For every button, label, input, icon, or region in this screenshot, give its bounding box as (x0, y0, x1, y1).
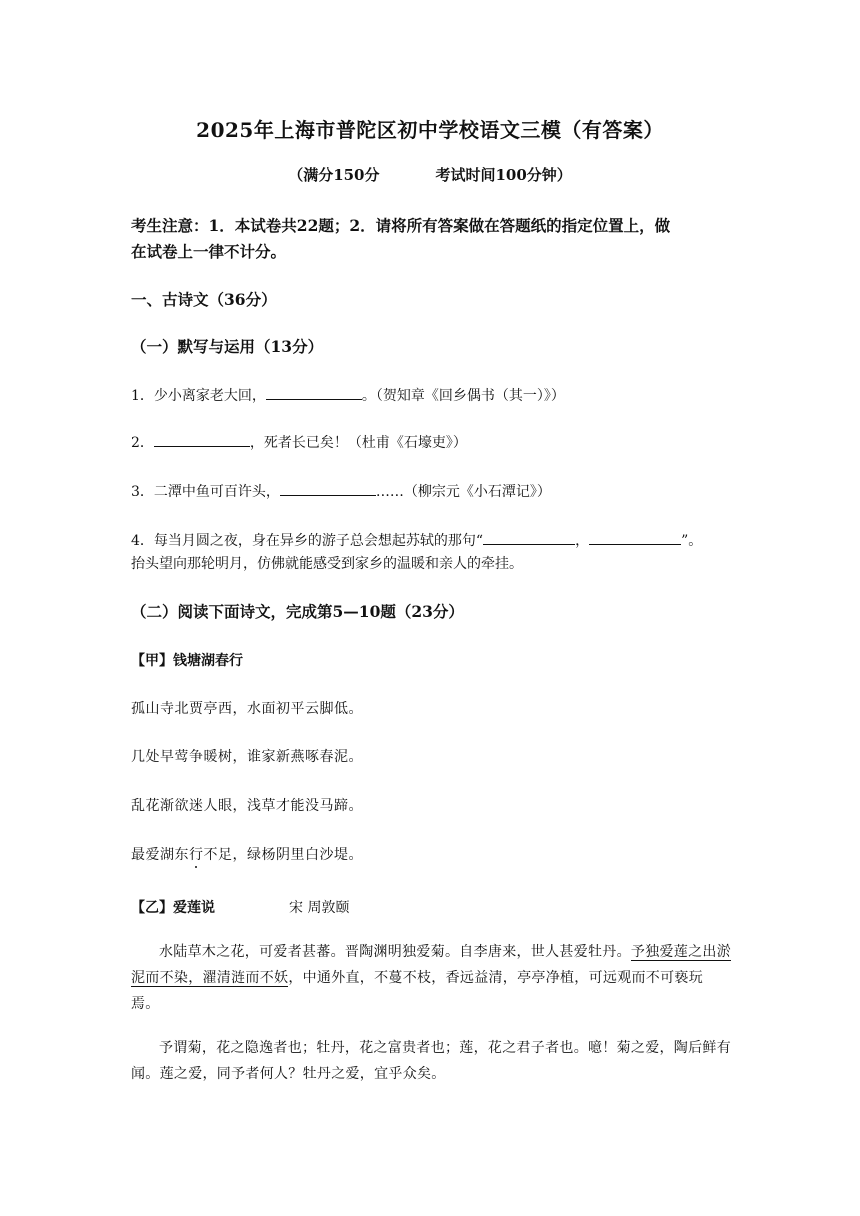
q2-number: 2． (131, 435, 154, 451)
question-1 (131, 385, 565, 405)
para1-text-b: ，中通外直，不蔓不枝，香远益清，亭亭净植，可远观而不可亵玩焉。 (131, 970, 704, 1012)
essay-yi-heading (131, 897, 349, 917)
q4-comma: ， (575, 533, 590, 549)
question-2 (131, 432, 467, 452)
emphasis-dot-char: 行 (189, 847, 204, 863)
essay-yi-author: 宋 周敦颐 (289, 900, 350, 916)
q2-source: ，死者长已矣！（杜甫《石壕吏》） (249, 435, 467, 451)
exam-info (0, 164, 860, 185)
q3-answer-blank[interactable] (280, 481, 376, 496)
para1-text-a: 水陆草木之花，可爱者甚蕃。晋陶渊明独爱菊。自李唐来，世人甚爱牡丹。 (159, 944, 631, 960)
poem-line-4-part-a: 最爱湖东 (131, 847, 189, 863)
q4-answer-blank-2[interactable] (589, 530, 681, 545)
poem-line: 几处早莺争暖树，谁家新燕啄春泥。 (131, 749, 363, 765)
underlined-sentence: 予独爱莲之出淤泥而不染，濯清涟而不妖 (131, 944, 732, 986)
poem-line: 乱花渐欲迷人眼，浅草才能没马蹄。 (131, 798, 363, 814)
essay-yi-title: 【乙】爱莲说 (131, 900, 215, 916)
q2-answer-blank[interactable] (154, 432, 250, 447)
poem-line: 孤山寺北贾亭西，水面初平云脚低。 (131, 701, 363, 717)
q4-text: 4．每当月圆之夜，身在异乡的游子总会想起苏轼的那句“ (131, 533, 484, 549)
poem-line-4-part-b: 不足，绿杨阴里白沙堤。 (203, 847, 363, 863)
notice-line-2: 在试卷上一律不计分。 (131, 242, 287, 261)
question-4-line-1 (131, 530, 702, 550)
page-title: 2025年上海市普陀区初中学校语文三模（有答案） (196, 118, 664, 142)
part-heading-2: （二）阅读下面诗文，完成第5—10题（23分） (131, 602, 464, 621)
q4-close: ”。 (681, 533, 703, 549)
q1-answer-blank[interactable] (266, 385, 362, 400)
essay-paragraph-2: 予谓菊，花之隐逸者也；牡丹，花之富贵者也；莲，花之君子者也。噫！菊之爱，陶后鲜有闻。莲之爱，同予者何人？牡丹之爱，宜乎众矣。 (131, 1040, 731, 1082)
notice-line-1: 考生注意：1．本试卷共22题；2．请将所有答案做在答题纸的指定位置上，做 (131, 216, 671, 235)
exam-time: 考试时间100分钟） (435, 166, 572, 184)
q4-answer-blank-1[interactable] (483, 530, 575, 545)
full-score: （满分150分 (288, 166, 380, 184)
question-4-line-2: 抬头望向那轮明月，仿佛就能感受到家乡的温暖和亲人的牵挂。 (131, 556, 523, 572)
part-heading-1: （一）默写与运用（13分） (131, 337, 324, 356)
q1-source: 。（贺知章《回乡偶书（其一）》） (361, 388, 565, 404)
section-heading-1: 一、古诗文（36分） (131, 290, 277, 309)
q1-text: 1．少小离家老大回， (131, 388, 266, 404)
essay-paragraph-1 (131, 939, 731, 1017)
poem-jia-heading: 【甲】钱塘湖春行 (131, 653, 243, 669)
q3-source: ……（柳宗元《小石潭记》） (375, 484, 551, 500)
q3-text: 3．二潭中鱼可百许头， (131, 484, 280, 500)
question-3 (131, 481, 551, 501)
poem-line-4 (131, 844, 363, 864)
